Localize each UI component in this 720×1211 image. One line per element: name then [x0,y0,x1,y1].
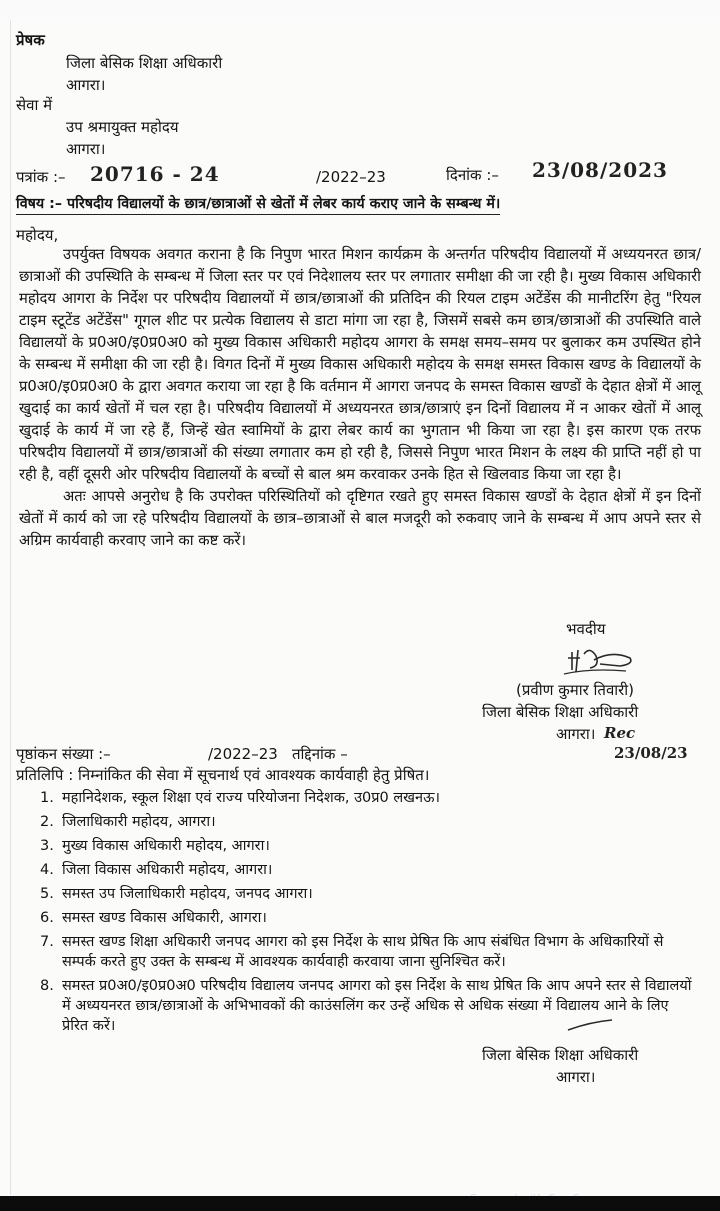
received-note: Rec [604,724,636,742]
sender-officer: जिला बेसिक शिक्षा अधिकारी [66,54,223,72]
letter-body [19,244,701,552]
list-item: 8. समस्त प्र0अ0/इ0प्र0अ0 परिषदीय विद्यालय जनपद आगरा को इस निर्देश के साथ प्रेषित कि आप अपने स्तर से विद्यालयों में अध्ययनरत छात्र/छात्राओं के अभिभावकों की काउंसलिंग कर उन्हें अधिक से अधिक संख्या में विद्यालय आने के लिए प्रेरित करें। [40,978,692,1034]
endorsement-year: /2022–23 [208,745,278,763]
list-item: 5. समस्त उप जिलाधिकारी महोदय, जनपद आगरा। [40,886,313,902]
closing: भवदीय [566,620,606,638]
final-designation: जिला बेसिक शिक्षा अधिकारी [482,1046,639,1064]
ref-label: पत्रांक :– [16,168,66,186]
signature-image [560,640,640,686]
list-item: 1. महानिदेशक, स्कूल शिक्षा एवं राज्य परियोजना निदेशक, उ0प्र0 लखनऊ। [40,790,440,806]
signatory-city: आगरा। [556,725,596,743]
subject-line: विषय :– परिषदीय विद्यालयों के छात्र/छात्राओं से खेतों में लेबर कार्य कराए जाने के सम्बन्ध में। [16,195,500,215]
scan-edge [10,20,11,1195]
list-item: 4. जिला विकास अधिकारी महोदय, आगरा। [40,862,273,878]
body-paragraph-2: अतः आपसे अनुरोध है कि उपरोक्त परिस्थितियों को दृष्टिगत रखते हुए समस्त विकास खण्डों के देहात क्षेत्रों में इन दिनों खेतों में कार्य को जा रहे परिषदीय विद्यालयों के छात्र–छात्राओं से बाल मजदूरी को रुकवाए जाने के सम्बन्ध में आप अपने स्तर से अग्रिम कार्यवाही करवाए जाने का कष्ट करें। [19,488,701,549]
bottom-bar [0,1196,720,1211]
ref-year: /2022–23 [316,168,386,186]
body-paragraph-1: उपर्युक्त विषयक अवगत कराना है कि निपुण भारत मिशन कार्यक्रम के अन्तर्गत परिषदीय विद्यालयों में अध्ययनरत छात्र/छात्राओं की उपस्थिति के सम्बन्ध में जिला स्तर पर एवं निदेशालय स्तर पर लगातार समीक्षा की जा रही है। मुख्य विकास अधिकारी महोदय आगरा के निर्देश पर परिषदीय विद्यालयों में छात्र/छात्राओं की प्रतिदिन की रियल टाइम अटेंडेंस की मानीटरिंग हेतु "रियल टाइम स्टूटेंड अटेंडेंस" गूगल शीट पर प्रत्येक विद्यालय से डाटा मांगा जा रहा है, जिसमें सबसे कम छात्र/छात्राओं की उपस्थिति वाले विद्यालयों के प्र0अ0/इ0प्र0अ0 को मुख्य विकास अधिकारी महोदय आगरा के समक्ष समय–समय पर बुलाकर कम उपस्थित होने के सम्बन्ध में समीक्षा की जा रही है। विगत दिनों में मुख्य विकास अधिकारी महोदय के समक्ष समस्त विकास खण्ड के विद्यालयों के प्र0अ0/इ0प्र0अ0 के द्वारा अवगत कराया जा रहा है कि वर्तमान में आगरा जनपद के समस्त विकास खण्डों के देहात क्षेत्रों में आलू खुदाई का कार्य खेतों में चल रहा है। परिषदीय विद्यालयों में अध्ययनरत छात्र/छात्राएं इन दिनों विद्यालय में न आकर खेतों में आलू खुदाई के कार्य में जा रहे हैं, जिन्हें खेत स्वामियों के द्वारा लेबर कार्य का भुगतान भी किया जा रहा है। इस कारण एक तरफ परिषदीय विद्यालयों में छात्र/छात्राओं की संख्या लगातार कम हो रही है, जिससे निपुण भारत मिशन के लक्ष्य की प्राप्ति नहीं हो पा रही है, वहीं दूसरी ओर परिषदीय विद्यालयों के बच्चों से बाल श्रम करवाकर उनके हित से खिलवाड किया जा रहा है। [19,246,701,483]
endorsement-number-label: पृष्ठांकन संख्या :– [16,745,111,763]
initials-mark [566,1018,616,1038]
signatory-designation: जिला बेसिक शिक्षा अधिकारी [482,703,639,721]
recipient-heading: सेवा में [16,96,53,114]
copy-list [18,788,698,1040]
list-item: 6. समस्त खण्ड विकास अधिकारी, आगरा। [40,910,267,926]
endorsement-same-date: तद्दिनांक – [292,745,348,763]
list-item: 3. मुख्य विकास अधिकारी महोदय, आगरा। [40,838,270,854]
list-item: 2. जिलाधिकारी महोदय, आगरा। [40,814,216,830]
received-date: 23/08/23 [614,744,688,762]
ref-number: 20716 - 24 [90,162,220,186]
recipient-officer: उप श्रमायुक्त महोदय [66,118,179,136]
final-city: आगरा। [556,1068,596,1086]
salutation: महोदय, [16,226,59,244]
copy-intro: प्रतिलिपि : निम्नांकित की सेवा में सूचनार्थ एवं आवश्यक कार्यवाही हेतु प्रेषित। [16,766,430,784]
list-item: 7. समस्त खण्ड शिक्षा अधिकारी जनपद आगरा को इस निर्देश के साथ प्रेषित कि आप संबंधित विभाग के अधिकारियों से सम्पर्क करते हुए उक्त के सम्बन्ध में आवश्यक कार्यवाही करवाया जाना सुनिश्चित करें। [40,934,664,970]
recipient-city: आगरा। [66,140,106,158]
sender-city: आगरा। [66,76,106,94]
date-value: 23/08/2023 [532,158,668,182]
date-label: दिनांक :– [446,166,499,184]
signatory-name: (प्रवीण कुमार तिवारी) [516,681,635,699]
sender-heading: प्रेषक [16,31,45,49]
top-bar [0,0,720,22]
